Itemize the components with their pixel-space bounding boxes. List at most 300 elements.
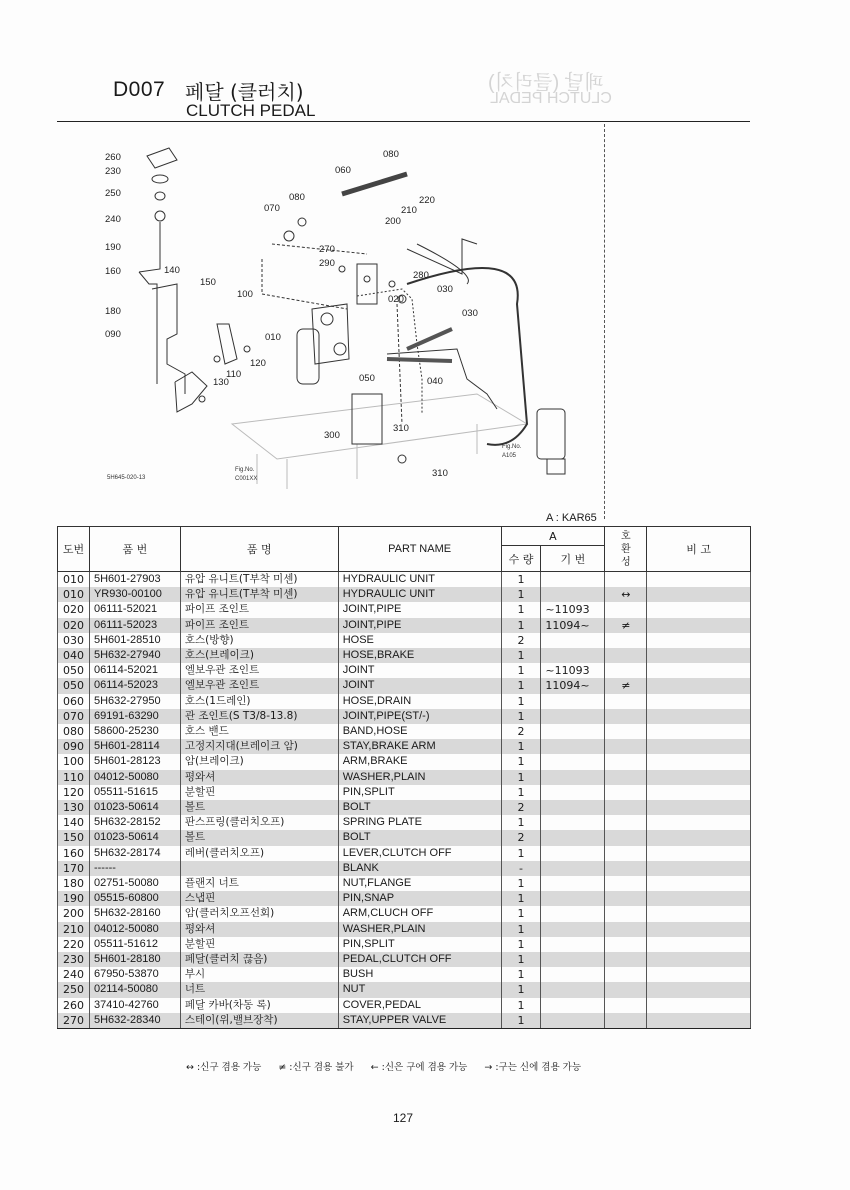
row-remark <box>647 572 751 588</box>
row-no: 160 <box>58 846 90 861</box>
row-compat <box>605 967 647 982</box>
row-qty: 1 <box>501 815 541 830</box>
row-remark <box>647 967 751 982</box>
diagram-label: 120 <box>250 358 266 369</box>
row-no: 060 <box>58 694 90 709</box>
row-compat <box>605 754 647 769</box>
row-compat <box>605 663 647 678</box>
row-compat <box>605 906 647 921</box>
row-compat <box>605 633 647 648</box>
table-row <box>58 846 751 861</box>
row-part-name: BUSH <box>338 967 501 982</box>
row-part-name: NUT,FLANGE <box>338 876 501 891</box>
table-row <box>58 800 751 815</box>
row-no: 130 <box>58 800 90 815</box>
row-compat <box>605 861 647 876</box>
row-compat: ≠ <box>605 618 647 633</box>
row-part-korean: 판스프링(클러치오프) <box>180 815 338 830</box>
row-remark <box>647 770 751 785</box>
row-qty: 2 <box>501 800 541 815</box>
model-note: A : KAR65 <box>546 512 597 524</box>
row-compat <box>605 648 647 663</box>
row-remark <box>647 861 751 876</box>
row-remark <box>647 587 751 602</box>
table-row <box>58 952 751 967</box>
table-row <box>58 1013 751 1029</box>
row-compat <box>605 937 647 952</box>
row-qty: 1 <box>501 694 541 709</box>
row-part-name: LEVER,CLUTCH OFF <box>338 846 501 861</box>
row-compat <box>605 739 647 754</box>
table-row <box>58 587 751 602</box>
row-part-name: NUT <box>338 982 501 997</box>
row-part-number: 58600-25230 <box>89 724 180 739</box>
row-remark <box>647 815 751 830</box>
row-part-korean: 스테이(위,밸브장착) <box>180 1013 338 1029</box>
legend-item: → :구는 신에 겸용 가능 <box>484 1062 581 1073</box>
row-part-number: 5H632-28160 <box>89 906 180 921</box>
table-row <box>58 633 751 648</box>
row-part-name: JOINT,PIPE(ST/-) <box>338 709 501 724</box>
row-serial <box>541 785 605 800</box>
row-compat <box>605 846 647 861</box>
legend-item: ≠ :신구 겸용 불가 <box>278 1062 354 1073</box>
row-part-name: HOSE,DRAIN <box>338 694 501 709</box>
row-qty: 1 <box>501 618 541 633</box>
legend-item: ↔ :신구 겸용 가능 <box>186 1062 262 1073</box>
row-part-korean: 호스(1드레인) <box>180 694 338 709</box>
row-part-korean: 분할핀 <box>180 937 338 952</box>
row-qty: 1 <box>501 967 541 982</box>
diagram-label: 130 <box>213 377 229 388</box>
table-row <box>58 739 751 754</box>
diagram-label: 210 <box>401 205 417 216</box>
diagram-label: 110 <box>226 369 242 380</box>
row-serial: 11094~ <box>541 678 605 693</box>
row-remark <box>647 694 751 709</box>
row-part-korean: 엘보우관 조인트 <box>180 663 338 678</box>
diagram-label: 150 <box>200 277 216 288</box>
row-compat <box>605 982 647 997</box>
row-remark <box>647 663 751 678</box>
row-qty: 1 <box>501 572 541 588</box>
row-no: 270 <box>58 1013 90 1029</box>
diagram-label: 260 <box>105 152 121 163</box>
row-part-name: STAY,BRAKE ARM <box>338 739 501 754</box>
diagram-label: 080 <box>289 192 305 203</box>
row-no: 230 <box>58 952 90 967</box>
row-serial <box>541 937 605 952</box>
row-part-korean: 호스(브레이크) <box>180 648 338 663</box>
row-no: 210 <box>58 922 90 937</box>
row-part-korean: 스냅핀 <box>180 891 338 906</box>
row-no: 030 <box>58 633 90 648</box>
row-part-number: 5H601-28510 <box>89 633 180 648</box>
table-row <box>58 663 751 678</box>
row-part-name: JOINT <box>338 663 501 678</box>
row-part-name: HYDRAULIC UNIT <box>338 572 501 588</box>
diagram-label: 100 <box>237 289 253 300</box>
row-part-number: ------ <box>89 861 180 876</box>
row-part-number: 67950-53870 <box>89 967 180 982</box>
row-part-name: WASHER,PLAIN <box>338 770 501 785</box>
header-rule <box>57 121 750 122</box>
row-part-name: WASHER,PLAIN <box>338 922 501 937</box>
row-part-number: 06114-52023 <box>89 678 180 693</box>
row-remark <box>647 952 751 967</box>
section-title-korean: 페달 (클러치) <box>185 80 304 104</box>
row-compat <box>605 572 647 588</box>
row-part-name: ARM,CLUCH OFF <box>338 906 501 921</box>
row-part-korean: 볼트 <box>180 830 338 845</box>
row-part-korean: 부시 <box>180 967 338 982</box>
row-no: 090 <box>58 739 90 754</box>
row-compat <box>605 785 647 800</box>
row-qty: 1 <box>501 922 541 937</box>
col-header-no: 도번 <box>58 527 90 572</box>
row-remark <box>647 998 751 1013</box>
row-remark <box>647 906 751 921</box>
row-part-korean: 너트 <box>180 982 338 997</box>
row-part-number: 5H601-27903 <box>89 572 180 588</box>
row-part-korean: 암(브레이크) <box>180 754 338 769</box>
row-no: 180 <box>58 876 90 891</box>
row-qty: 1 <box>501 891 541 906</box>
row-qty: 1 <box>501 663 541 678</box>
row-serial: 11094~ <box>541 618 605 633</box>
row-part-number: 04012-50080 <box>89 770 180 785</box>
row-no: 120 <box>58 785 90 800</box>
row-qty: 1 <box>501 876 541 891</box>
row-serial <box>541 724 605 739</box>
row-remark <box>647 982 751 997</box>
row-part-number: 04012-50080 <box>89 922 180 937</box>
row-qty: 1 <box>501 709 541 724</box>
row-no: 100 <box>58 754 90 769</box>
row-part-number: 5H632-27940 <box>89 648 180 663</box>
row-no: 040 <box>58 648 90 663</box>
row-qty: 1 <box>501 998 541 1013</box>
row-no: 250 <box>58 982 90 997</box>
row-part-korean: 파이프 조인트 <box>180 618 338 633</box>
row-serial <box>541 967 605 982</box>
row-compat <box>605 694 647 709</box>
row-no: 200 <box>58 906 90 921</box>
row-qty: 1 <box>501 846 541 861</box>
table-row <box>58 922 751 937</box>
row-part-name: ARM,BRAKE <box>338 754 501 769</box>
row-part-name: JOINT <box>338 678 501 693</box>
row-remark <box>647 602 751 617</box>
row-remark <box>647 830 751 845</box>
row-qty: 1 <box>501 648 541 663</box>
diagram-label: 250 <box>105 188 121 199</box>
row-part-number: 01023-50614 <box>89 830 180 845</box>
row-qty: 1 <box>501 602 541 617</box>
row-part-number: 06111-52021 <box>89 602 180 617</box>
row-part-name: PIN,SPLIT <box>338 937 501 952</box>
row-qty: 1 <box>501 982 541 997</box>
row-qty: 2 <box>501 724 541 739</box>
diagram-label: 200 <box>385 216 401 227</box>
row-part-number: 69191-63290 <box>89 709 180 724</box>
diagram-label: 010 <box>265 332 281 343</box>
row-part-korean: 평와셔 <box>180 922 338 937</box>
row-serial <box>541 922 605 937</box>
section-title-english: CLUTCH PEDAL <box>186 101 316 120</box>
row-part-korean: 볼트 <box>180 800 338 815</box>
row-serial <box>541 800 605 815</box>
table-row <box>58 967 751 982</box>
row-no: 170 <box>58 861 90 876</box>
row-part-name: BOLT <box>338 800 501 815</box>
row-compat: ≠ <box>605 678 647 693</box>
row-qty: 1 <box>501 1013 541 1029</box>
row-remark <box>647 937 751 952</box>
row-remark <box>647 709 751 724</box>
row-no: 020 <box>58 618 90 633</box>
row-part-name: BAND,HOSE <box>338 724 501 739</box>
row-part-korean: 호스 밴드 <box>180 724 338 739</box>
row-part-korean: 호스(방향) <box>180 633 338 648</box>
row-serial <box>541 830 605 845</box>
row-compat <box>605 952 647 967</box>
row-qty: 2 <box>501 633 541 648</box>
row-serial <box>541 815 605 830</box>
row-compat <box>605 815 647 830</box>
row-part-name: JOINT,PIPE <box>338 602 501 617</box>
row-part-korean: 유압 유니트(T부착 미센) <box>180 587 338 602</box>
row-part-name: BLANK <box>338 861 501 876</box>
exploded-parts-diagram <box>57 124 605 519</box>
row-part-number: 06114-52021 <box>89 663 180 678</box>
row-compat <box>605 709 647 724</box>
diagram-label: 020 <box>388 294 404 305</box>
row-serial <box>541 906 605 921</box>
row-compat <box>605 1013 647 1029</box>
row-part-name: PEDAL,CLUTCH OFF <box>338 952 501 967</box>
row-remark <box>647 618 751 633</box>
row-part-name: HYDRAULIC UNIT <box>338 587 501 602</box>
table-row <box>58 785 751 800</box>
row-part-number: 02751-50080 <box>89 876 180 891</box>
row-compat <box>605 602 647 617</box>
row-remark <box>647 754 751 769</box>
row-qty: 1 <box>501 906 541 921</box>
row-remark <box>647 800 751 815</box>
row-part-name: JOINT,PIPE <box>338 618 501 633</box>
row-compat <box>605 800 647 815</box>
row-part-korean: 플랜지 너트 <box>180 876 338 891</box>
row-no: 240 <box>58 967 90 982</box>
row-part-number: 05511-51615 <box>89 785 180 800</box>
row-compat <box>605 998 647 1013</box>
row-no: 080 <box>58 724 90 739</box>
row-serial <box>541 739 605 754</box>
row-part-korean: 엘보우관 조인트 <box>180 678 338 693</box>
row-part-korean: 평와셔 <box>180 770 338 785</box>
row-no: 150 <box>58 830 90 845</box>
diagram-label: 180 <box>105 306 121 317</box>
page-number: 127 <box>393 1111 414 1125</box>
row-serial <box>541 633 605 648</box>
row-part-korean: 관 조인트(S T3/8-13.8) <box>180 709 338 724</box>
row-compat <box>605 922 647 937</box>
row-qty: 1 <box>501 770 541 785</box>
row-qty: 1 <box>501 678 541 693</box>
diagram-label: 080 <box>383 149 399 160</box>
bleed-through-title: 페달 (클러치) <box>488 72 604 94</box>
row-serial: ~11093 <box>541 602 605 617</box>
row-compat <box>605 891 647 906</box>
diagram-label: 070 <box>264 203 280 214</box>
row-qty: 2 <box>501 830 541 845</box>
diagram-label: 050 <box>359 373 375 384</box>
row-remark <box>647 785 751 800</box>
row-part-number: 05511-51612 <box>89 937 180 952</box>
table-row <box>58 830 751 845</box>
row-part-name: HOSE <box>338 633 501 648</box>
row-no: 050 <box>58 663 90 678</box>
table-row <box>58 648 751 663</box>
row-remark <box>647 846 751 861</box>
row-no: 020 <box>58 602 90 617</box>
row-part-number: YR930-00100 <box>89 587 180 602</box>
diagram-label: 030 <box>462 308 478 319</box>
table-row <box>58 815 751 830</box>
row-serial <box>541 694 605 709</box>
row-serial <box>541 876 605 891</box>
row-compat <box>605 724 647 739</box>
row-serial <box>541 998 605 1013</box>
row-qty: 1 <box>501 937 541 952</box>
row-part-korean: 고정지지대(브레이크 암) <box>180 739 338 754</box>
col-header-remark: 비 고 <box>647 527 751 572</box>
diagram-label: 230 <box>105 166 121 177</box>
compatibility-legend <box>186 1059 595 1073</box>
row-part-number: 5H601-28180 <box>89 952 180 967</box>
drawing-code: 5H645-020-13 <box>107 475 146 481</box>
col-header-compat: 호 환 성 <box>605 527 647 572</box>
diagram-label: 220 <box>419 195 435 206</box>
diagram-separator <box>604 124 605 519</box>
fig-no-left-code: C001XX <box>235 476 258 482</box>
row-part-korean: 페달(클러치 끊음) <box>180 952 338 967</box>
row-serial <box>541 952 605 967</box>
row-part-korean: 레버(클러치오프) <box>180 846 338 861</box>
parts-table <box>57 526 751 1029</box>
row-part-name: PIN,SPLIT <box>338 785 501 800</box>
row-remark <box>647 648 751 663</box>
row-serial <box>541 709 605 724</box>
row-qty: 1 <box>501 785 541 800</box>
row-part-korean: 암(클러치오프선회) <box>180 906 338 921</box>
diagram-label: 290 <box>319 258 335 269</box>
diagram-label: 040 <box>427 376 443 387</box>
row-part-number: 5H632-27950 <box>89 694 180 709</box>
row-part-name: PIN,SNAP <box>338 891 501 906</box>
table-row <box>58 998 751 1013</box>
row-no: 260 <box>58 998 90 1013</box>
legend-item: ← :신은 구에 겸용 가능 <box>370 1062 468 1073</box>
row-part-number: 05515-60800 <box>89 891 180 906</box>
row-part-number: 5H601-28123 <box>89 754 180 769</box>
row-remark <box>647 1013 751 1029</box>
row-part-number: 5H632-28152 <box>89 815 180 830</box>
row-part-name: BOLT <box>338 830 501 845</box>
diagram-label: 090 <box>105 329 121 340</box>
row-no: 110 <box>58 770 90 785</box>
row-part-number: 06111-52023 <box>89 618 180 633</box>
row-serial <box>541 587 605 602</box>
table-row <box>58 982 751 997</box>
row-part-number: 01023-50614 <box>89 800 180 815</box>
diagram-label: 190 <box>105 242 121 253</box>
row-remark <box>647 876 751 891</box>
diagram-label: 310 <box>393 423 409 434</box>
row-no: 220 <box>58 937 90 952</box>
col-header-group-a: A <box>501 527 605 546</box>
section-code: D007 <box>113 78 166 101</box>
table-row <box>58 770 751 785</box>
diagram-label: 030 <box>437 284 453 295</box>
row-compat: ↔ <box>605 587 647 602</box>
diagram-label: 140 <box>164 265 180 276</box>
row-part-number: 37410-42760 <box>89 998 180 1013</box>
row-serial <box>541 648 605 663</box>
row-part-number: 5H601-28114 <box>89 739 180 754</box>
table-row <box>58 906 751 921</box>
table-row <box>58 678 751 693</box>
table-row <box>58 694 751 709</box>
row-serial <box>541 861 605 876</box>
table-row <box>58 709 751 724</box>
row-part-name: COVER,PEDAL <box>338 998 501 1013</box>
row-no: 070 <box>58 709 90 724</box>
row-no: 050 <box>58 678 90 693</box>
row-no: 010 <box>58 587 90 602</box>
table-row <box>58 876 751 891</box>
parts-table-body <box>58 572 751 1029</box>
row-remark <box>647 724 751 739</box>
row-part-korean: 파이프 조인트 <box>180 602 338 617</box>
table-row <box>58 754 751 769</box>
row-remark <box>647 633 751 648</box>
col-header-part-name: PART NAME <box>338 527 501 572</box>
row-serial <box>541 982 605 997</box>
row-serial <box>541 754 605 769</box>
diagram-label: 300 <box>324 430 340 441</box>
row-serial <box>541 846 605 861</box>
row-part-korean: 분할핀 <box>180 785 338 800</box>
row-qty: 1 <box>501 587 541 602</box>
row-part-korean <box>180 861 338 876</box>
row-serial <box>541 572 605 588</box>
row-serial <box>541 1013 605 1029</box>
row-qty: - <box>501 861 541 876</box>
row-remark <box>647 891 751 906</box>
row-compat <box>605 770 647 785</box>
fig-no-right-label: Fig.No. <box>502 444 522 450</box>
row-part-name: STAY,UPPER VALVE <box>338 1013 501 1029</box>
table-row <box>58 861 751 876</box>
table-row <box>58 937 751 952</box>
fig-no-left-label: Fig.No. <box>235 467 255 473</box>
row-serial <box>541 891 605 906</box>
diagram-label: 240 <box>105 214 121 225</box>
row-serial: ~11093 <box>541 663 605 678</box>
row-qty: 1 <box>501 952 541 967</box>
